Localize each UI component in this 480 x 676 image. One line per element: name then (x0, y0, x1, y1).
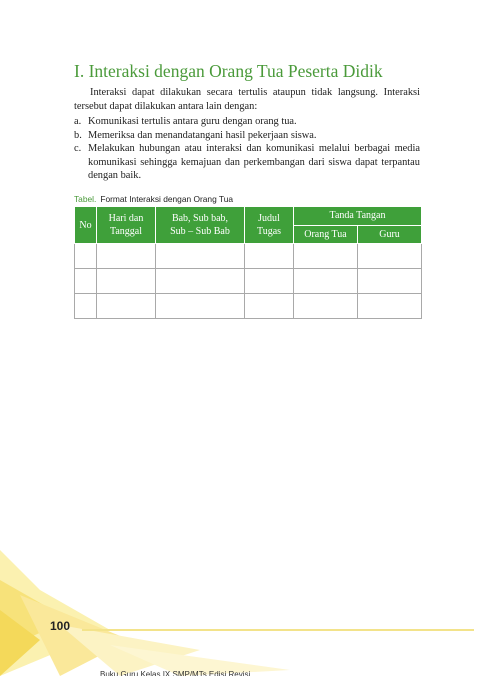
table-cell (294, 244, 358, 269)
book-title: Buku Guru Kelas IX SMP/MTs Edisi Revisi (100, 670, 251, 676)
table-cell (75, 244, 97, 269)
footer-divider (82, 629, 474, 631)
section-heading: I. Interaksi dengan Orang Tua Peserta Didik (74, 61, 383, 81)
header-topic-line2: Sub – Sub Bab (170, 226, 230, 237)
intro-paragraph (74, 86, 420, 113)
list-text: Melakukan hubungan atau interaksi dan komunikasi melalui berbagai media komunikasi sehingga kemajuan dan perkembangan dari siswa dapat terpantau dengan baik. (88, 143, 420, 182)
caption-text: Format Interaksi dengan Orang Tua (100, 194, 234, 204)
table-cell (294, 269, 358, 294)
list-text: Komunikasi tertulis antara guru dengan orang tua. (88, 116, 297, 127)
table-cell (75, 269, 97, 294)
intro-text: Interaksi dapat dilakukan secara tertulis ataupun tidak langsung. Interaksi tersebut dapat dilakukan antara lain dengan: (74, 87, 420, 112)
table-cell (358, 244, 422, 269)
header-signature-text: Tanda Tangan (329, 210, 386, 222)
table-row (75, 244, 422, 269)
table-cell (358, 269, 422, 294)
list-item (74, 142, 420, 183)
header-task-line2: Tugas (256, 226, 282, 237)
table-cell (245, 294, 294, 319)
caption-label: Tabel. (74, 194, 97, 204)
table-cell (97, 294, 156, 319)
header-no (75, 207, 97, 244)
header-no-text: No (79, 219, 92, 231)
table-cell (156, 294, 245, 319)
footer-decoration (0, 550, 300, 676)
table-cell (358, 294, 422, 319)
table-cell (75, 294, 97, 319)
table-cell (245, 244, 294, 269)
method-list (74, 115, 420, 183)
table-cell (294, 294, 358, 319)
table-cell (156, 269, 245, 294)
header-topic-line1: Bab, Sub bab, (171, 213, 229, 224)
table-cell (97, 269, 156, 294)
table-row (75, 294, 422, 319)
header-topic (156, 207, 245, 244)
list-text: Memeriksa dan menandatangani hasil pekerjaan siswa. (88, 129, 317, 141)
table-row (75, 269, 422, 294)
table-caption (74, 194, 233, 205)
header-teacher-text: Guru (379, 228, 400, 240)
header-date (97, 207, 156, 244)
header-teacher (358, 225, 422, 244)
list-item (74, 115, 420, 129)
header-parent-text: Orang Tua (304, 228, 347, 240)
list-marker: a. (74, 116, 82, 127)
interaction-table (74, 206, 422, 319)
header-parent (294, 225, 358, 244)
table-cell (156, 244, 245, 269)
table-cell (245, 269, 294, 294)
list-marker: c. (74, 143, 82, 155)
header-task (245, 207, 294, 244)
header-signature (294, 207, 422, 226)
list-item (74, 129, 420, 143)
page-number: 100 (50, 619, 71, 633)
header-date-line1: Hari dan (108, 213, 144, 224)
table-cell (97, 244, 156, 269)
list-marker: b. (74, 129, 82, 141)
header-date-line2: Tanggal (109, 226, 143, 237)
header-task-line1: Judul (258, 213, 280, 224)
